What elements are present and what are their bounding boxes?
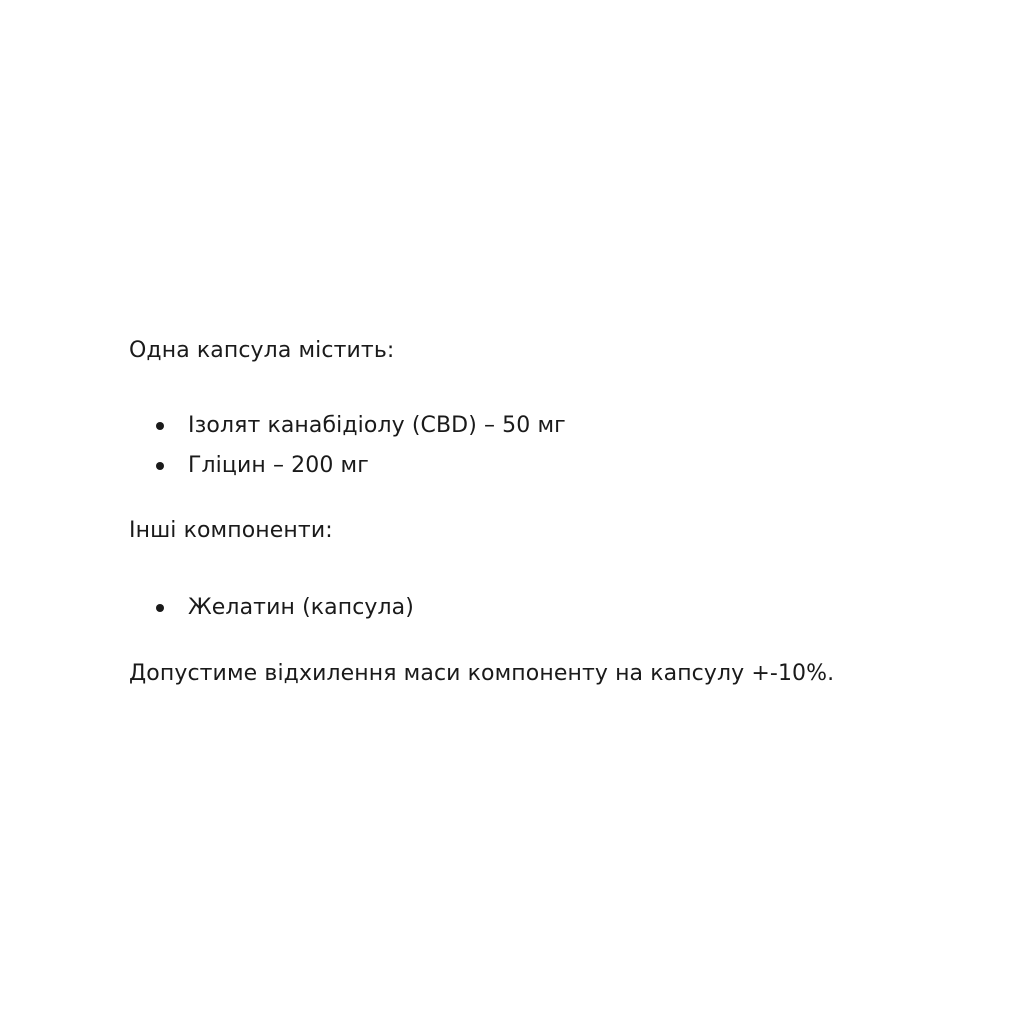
ingredient-text: Желатин (капсула) — [188, 595, 414, 620]
tolerance-note: Допустиме відхилення маси компоненту на капсулу +-10%. — [129, 661, 835, 686]
bullet-icon — [156, 422, 164, 430]
ingredient-text: Гліцин – 200 мг — [188, 453, 369, 478]
bullet-icon — [156, 604, 164, 612]
composition-intro: Одна капсула містить: — [129, 338, 395, 363]
other-components-heading: Інші компоненти: — [129, 518, 333, 543]
bullet-icon — [156, 462, 164, 470]
ingredient-text: Ізолят канабідіолу (CBD) – 50 мг — [188, 413, 566, 438]
